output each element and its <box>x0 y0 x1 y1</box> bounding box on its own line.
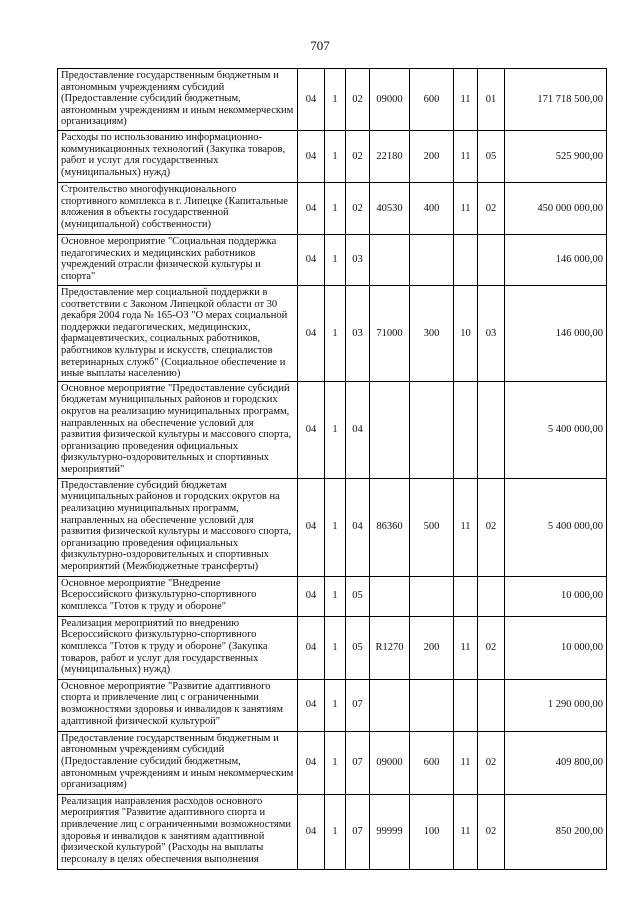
section-cell <box>454 381 478 478</box>
subsection-cell: 05 <box>478 131 505 183</box>
direction-cell: R1270 <box>370 616 410 679</box>
subprogram-cell: 1 <box>325 731 346 794</box>
section-cell: 11 <box>454 69 478 131</box>
amount-cell: 1 290 000,00 <box>505 679 607 731</box>
expense-type-cell: 200 <box>410 616 454 679</box>
expense-type-cell <box>410 235 454 286</box>
direction-cell <box>370 235 410 286</box>
amount-cell: 146 000,00 <box>505 235 607 286</box>
expense-name-cell: Предоставление государственным бюджетным и автономным учреждениям субсидий (Предоставление субсидий бюджетным, автономным учреждениям и иным некоммерческим организациям) <box>58 731 298 794</box>
expense-type-cell <box>410 679 454 731</box>
event-cell: 07 <box>346 794 370 869</box>
table-row <box>58 286 607 382</box>
subprogram-cell: 1 <box>325 478 346 576</box>
amount-cell: 5 400 000,00 <box>505 381 607 478</box>
code-cell: 04 <box>298 235 325 286</box>
section-cell: 11 <box>454 794 478 869</box>
subprogram-cell: 1 <box>325 286 346 382</box>
code-cell: 04 <box>298 679 325 731</box>
subprogram-cell: 1 <box>325 576 346 616</box>
subsection-cell: 02 <box>478 794 505 869</box>
amount-cell: 450 000 000,00 <box>505 183 607 235</box>
subsection-cell <box>478 381 505 478</box>
event-cell: 05 <box>346 576 370 616</box>
subprogram-cell: 1 <box>325 381 346 478</box>
expense-type-cell <box>410 576 454 616</box>
subsection-cell: 02 <box>478 616 505 679</box>
table-row <box>58 616 607 679</box>
code-cell: 04 <box>298 131 325 183</box>
expense-name-cell: Реализация направления расходов основного мероприятия "Развитие адаптивного спорта и привлечение лиц с ограниченными возможностями здоровья и инвалидов к занятиям адаптивной физической культурой" (Расходы на выплаты персоналу в целях обеспечения выполнения <box>58 794 298 869</box>
expense-name-cell: Основное мероприятие "Социальная поддержка педагогических и медицинских работников учреждений отрасли физической культуры и спорта" <box>58 235 298 286</box>
subsection-cell <box>478 235 505 286</box>
expense-name-cell: Предоставление мер социальной поддержки в соответствии с Законом Липецкой области от 30 декабря 2004 года № 165-ОЗ "О мерах социальной поддержки педагогических, медицинских, фармацевтических, социальных работников, работников культуры и искусств, специалистов ветеринарных служб" (Социальное обеспечение и иные выплаты населению) <box>58 286 298 382</box>
expense-name-cell: Строительство многофункционального спортивного комплекса в г. Липецке (Капитальные вложения в объекты государственной (муниципальной) собственности) <box>58 183 298 235</box>
code-cell: 04 <box>298 616 325 679</box>
table-row <box>58 731 607 794</box>
table-row <box>58 381 607 478</box>
amount-cell: 146 000,00 <box>505 286 607 382</box>
section-cell: 11 <box>454 131 478 183</box>
event-cell: 02 <box>346 69 370 131</box>
direction-cell <box>370 576 410 616</box>
table-row <box>58 478 607 576</box>
subsection-cell: 01 <box>478 69 505 131</box>
section-cell <box>454 679 478 731</box>
direction-cell: 71000 <box>370 286 410 382</box>
code-cell: 04 <box>298 381 325 478</box>
direction-cell: 40530 <box>370 183 410 235</box>
table-body <box>58 69 607 870</box>
table-row <box>58 679 607 731</box>
subprogram-cell: 1 <box>325 183 346 235</box>
amount-cell: 10 000,00 <box>505 616 607 679</box>
direction-cell: 99999 <box>370 794 410 869</box>
event-cell: 03 <box>346 235 370 286</box>
section-cell: 11 <box>454 183 478 235</box>
event-cell: 03 <box>346 286 370 382</box>
direction-cell: 86360 <box>370 478 410 576</box>
event-cell: 04 <box>346 381 370 478</box>
direction-cell <box>370 679 410 731</box>
table-row <box>58 69 607 131</box>
direction-cell: 22180 <box>370 131 410 183</box>
subprogram-cell: 1 <box>325 131 346 183</box>
page-number: 707 <box>310 38 330 53</box>
amount-cell: 5 400 000,00 <box>505 478 607 576</box>
direction-cell: 09000 <box>370 731 410 794</box>
section-cell: 11 <box>454 731 478 794</box>
direction-cell: 09000 <box>370 69 410 131</box>
code-cell: 04 <box>298 478 325 576</box>
code-cell: 04 <box>298 794 325 869</box>
subsection-cell: 02 <box>478 731 505 794</box>
code-cell: 04 <box>298 69 325 131</box>
code-cell: 04 <box>298 286 325 382</box>
expense-name-cell: Реализация мероприятий по внедрению Всероссийского физкультурно-спортивного комплекса "Готов к труду и обороне" (Закупка товаров, работ и услуг для государственных (муниципальных) нужд) <box>58 616 298 679</box>
expense-name-cell: Предоставление государственным бюджетным и автономным учреждениям субсидий (Предоставление субсидий бюджетным, автономным учреждениям и иным некоммерческим организациям) <box>58 69 298 131</box>
expense-name-cell: Основное мероприятие "Развитие адаптивного спорта и привлечение лиц с ограниченными возможностями здоровья и инвалидов к занятиям адаптивной физической культурой" <box>58 679 298 731</box>
table-row <box>58 235 607 286</box>
subprogram-cell: 1 <box>325 616 346 679</box>
expense-type-cell: 600 <box>410 731 454 794</box>
amount-cell: 10 000,00 <box>505 576 607 616</box>
amount-cell: 850 200,00 <box>505 794 607 869</box>
amount-cell: 171 718 500,00 <box>505 69 607 131</box>
expense-type-cell: 200 <box>410 131 454 183</box>
subsection-cell: 03 <box>478 286 505 382</box>
code-cell: 04 <box>298 183 325 235</box>
table-row <box>58 794 607 869</box>
expense-type-cell: 400 <box>410 183 454 235</box>
section-cell <box>454 576 478 616</box>
expense-type-cell: 100 <box>410 794 454 869</box>
event-cell: 02 <box>346 131 370 183</box>
code-cell: 04 <box>298 731 325 794</box>
section-cell: 11 <box>454 478 478 576</box>
subprogram-cell: 1 <box>325 235 346 286</box>
subprogram-cell: 1 <box>325 679 346 731</box>
table-row <box>58 576 607 616</box>
subsection-cell <box>478 679 505 731</box>
subsection-cell <box>478 576 505 616</box>
expense-name-cell: Основное мероприятие "Предоставление субсидий бюджетам муниципальных районов и городских округов на реализацию муниципальных программ, направленных на обеспечение условий для развития физической культуры и массового спорта, организацию проведения официальных физкультурно-оздоровительных и спортивных мероприятий" <box>58 381 298 478</box>
subsection-cell: 02 <box>478 183 505 235</box>
table-row <box>58 131 607 183</box>
section-cell <box>454 235 478 286</box>
expense-type-cell: 500 <box>410 478 454 576</box>
subsection-cell: 02 <box>478 478 505 576</box>
expense-name-cell: Основное мероприятие "Внедрение Всероссийского физкультурно-спортивного комплекса "Готов к труду и обороне" <box>58 576 298 616</box>
section-cell: 11 <box>454 616 478 679</box>
expense-type-cell: 300 <box>410 286 454 382</box>
event-cell: 04 <box>346 478 370 576</box>
event-cell: 02 <box>346 183 370 235</box>
subprogram-cell: 1 <box>325 794 346 869</box>
direction-cell <box>370 381 410 478</box>
section-cell: 10 <box>454 286 478 382</box>
event-cell: 07 <box>346 679 370 731</box>
expense-type-cell <box>410 381 454 478</box>
table-row <box>58 183 607 235</box>
code-cell: 04 <box>298 576 325 616</box>
amount-cell: 525 900,00 <box>505 131 607 183</box>
subprogram-cell: 1 <box>325 69 346 131</box>
expense-name-cell: Предоставление субсидий бюджетам муниципальных районов и городских округов на реализацию муниципальных программ, направленных на обеспечение условий для развития физической культуры и массового спорта, организацию проведения официальных физкультурно-оздоровительных и спортивных мероприятий (Межбюджетные трансферты) <box>58 478 298 576</box>
expense-name-cell: Расходы по использованию информационно-коммуникационных технологий (Закупка товаров, работ и услуг для государственных (муниципальных) нужд) <box>58 131 298 183</box>
event-cell: 05 <box>346 616 370 679</box>
amount-cell: 409 800,00 <box>505 731 607 794</box>
budget-table <box>57 68 607 870</box>
event-cell: 07 <box>346 731 370 794</box>
expense-type-cell: 600 <box>410 69 454 131</box>
